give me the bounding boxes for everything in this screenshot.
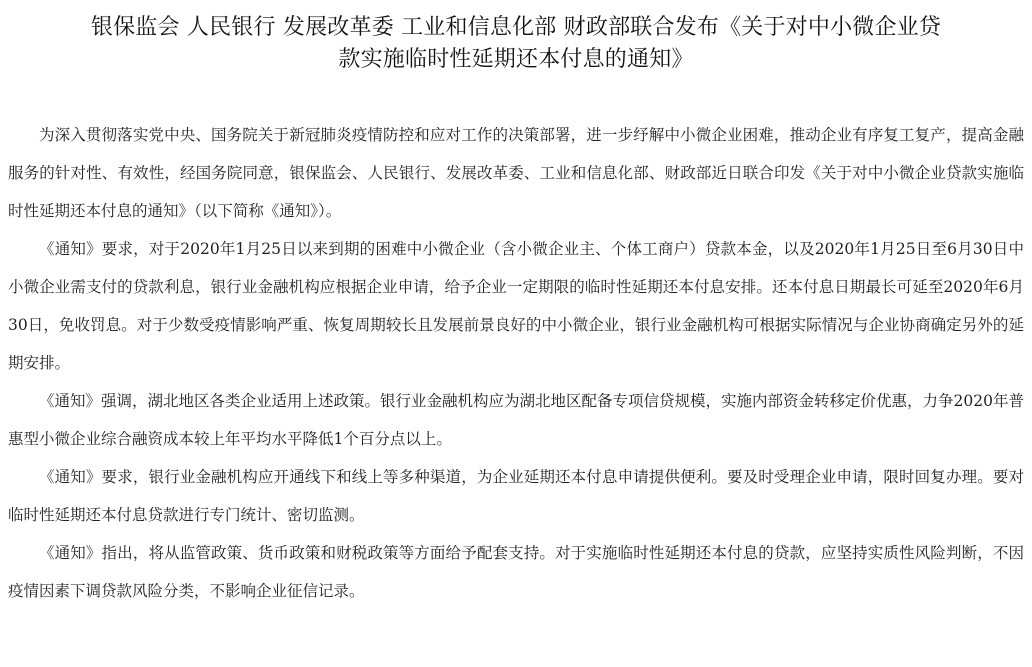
document-title [8, 12, 1024, 76]
paragraph-channels: 《通知》要求，银行业金融机构应开通线下和线上等多种渠道，为企业延期还本付息申请提供便利。要及时受理企业申请，限时回复办理。要对临时性延期还本付息贷款进行专门统计、密切监测。 [8, 468, 1024, 524]
document-title-line-2: 款实施临时性延期还本付息的通知》 [338, 47, 694, 72]
paragraph-support: 《通知》指出，将从监管政策、货币政策和财税政策等方面给予配套支持。对于实施临时性延期还本付息的贷款，应坚持实质性风险判断，不因疫情因素下调贷款风险分类，不影响企业征信记录。 [8, 544, 1024, 600]
document-title-line-1: 银保监会 人民银行 发展改革委 工业和信息化部 财政部联合发布《关于对中小微企业贷 [90, 15, 942, 40]
paragraph-intro: 为深入贯彻落实党中央、国务院关于新冠肺炎疫情防控和应对工作的决策部署，进一步纾解中小微企业困难，推动企业有序复工复产，提高金融服务的针对性、有效性，经国务院同意，银保监会、人民银行、发展改革委、工业和信息化部、财政部近日联合印发《关于对中小微企业贷款实施临时性延期还本付息的通知》（以下简称《通知》）。 [8, 126, 1024, 220]
paragraph-hubei: 《通知》强调，湖北地区各类企业适用上述政策。银行业金融机构应为湖北地区配备专项信贷规模，实施内部资金转移定价优惠，力争2020年普惠型小微企业综合融资成本较上年平均水平降低1个百分点以上。 [8, 392, 1024, 448]
document-body [8, 116, 1024, 610]
paragraph-requirements: 《通知》要求，对于2020年1月25日以来到期的困难中小微企业（含小微企业主、个体工商户）贷款本金，以及2020年1月25日至6月30日中小微企业需支付的贷款利息，银行业金融机构应根据企业申请，给予企业一定期限的临时性延期还本付息安排。还本付息日期最长可延至2020年6月30日，免收罚息。对于少数受疫情影响严重、恢复周期较长且发展前景良好的中小微企业，银行业金融机构可根据实际情况与企业协商确定另外的延期安排。 [8, 240, 1024, 372]
